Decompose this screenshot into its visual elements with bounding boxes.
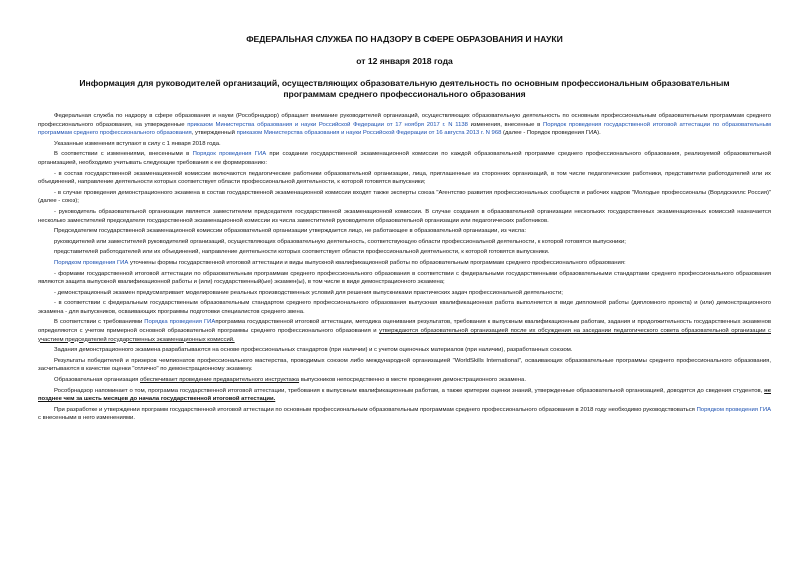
- order-1138-link[interactable]: приказом Министерства образования и науки Российской Федерации от 17 ноября 2017 г. N 1138: [187, 121, 468, 128]
- gia-procedure-link[interactable]: Порядок проведения ГИА: [192, 151, 267, 158]
- list-item: представителей работодателей или их объединений, направление деятельности которых соответствует области профессиональной деятельности, к которой готовятся выпускники.: [54, 249, 550, 256]
- list-item: - руководитель образовательной организации является заместителем председателя государственной экзаменационной комиссии. В случае создания в образовательной организации нескольких государственных экзаменационных комиссий назначается несколько заместителей председателя государственной экзаменационной комиссии из числа заместителей руководителя образовательной организации или педагогических работников.: [38, 208, 771, 224]
- underlined-text: обеспечивает проведение предварительного инструктажа: [140, 377, 300, 384]
- paragraph-chairman: Председателем государственной экзаменационной комиссии образовательной организации утверждается лицо, не работающее в образовательной организации, из числа:: [54, 228, 527, 235]
- gia-procedure-link[interactable]: Порядок проведения государственной итоговой аттестации по образовательным программам среднего профессионального образования: [38, 121, 771, 137]
- paragraph-program-requirements: В соответствии с требованиями Порядка проведения ГИАпрограмма государственной итоговой аттестации, методика оценивания результатов, требования к выпускным квалификационным работам, задания и продолжительность государственных экзаменов определяются с учетом примерной основной образовательной программы среднего профессионального образования и утверждаются образовательной организацией после их обсуждения на заседании педагогического совета образовательной организации с участием председателей государственных экзаменационных комиссий.: [38, 319, 771, 343]
- gia-procedure-link[interactable]: Порядком проведения ГИА: [54, 259, 129, 266]
- paragraph-commission-requirements: В соответствии с изменениями, внесенными в Порядок проведения ГИА при создании государственной экзаменационной комиссии по каждой образовательной программе среднего профессионального образования, реализуемой образовательной организацией, необходимо учитывать следующие требования к ее формированию:: [38, 151, 771, 166]
- paragraph-exam-tasks: Задания демонстрационного экзамена разрабатываются на основе профессиональных стандартов (при наличии) и с учетом оценочных материалов (при наличии), разработанных союзом.: [54, 347, 573, 354]
- document-title: Информация для руководителей организаций, осуществляющих образовательную деятельность по основным профессиональным образовательным программам среднего профессионального образования: [79, 78, 730, 99]
- underlined-text: утверждаются образовательной организацией после их обсуждения на заседании педагогического совета образовательной организации с участием председателей государственных экзаменационных комиссий.: [38, 328, 771, 343]
- paragraph-briefing: Образовательная организация обеспечивает проведение предварительного инструктажа выпускников непосредственно в месте проведения демонстрационного экзамена.: [54, 377, 526, 384]
- paragraph-effective-date: Указанные изменения вступают в силу с 1 января 2018 года.: [54, 140, 221, 147]
- order-968-link[interactable]: приказом Министерства образования и науки Российской Федерации от 16 августа 2013 г. N 968: [236, 130, 502, 137]
- paragraph-intro: Федеральная служба по надзору в сфере образования и науки (Рособрнадзор) обращает внимание руководителей организаций, осуществляющих образовательную деятельность по основным профессиональным образовательным программам среднего профессионального образования, на утвержденные приказом Министерства образования и науки Российской Федерации от 17 ноября 2017 г. N 1138 изменения, внесенные в Порядок проведения государственной итоговой аттестации по образовательным программам среднего профессионального образования, утвержденный приказом Министерства образования и науки Российской Федерации от 16 августа 2013 г. N 968 (далее - Порядок проведения ГИА).: [38, 113, 771, 137]
- list-item: - формами государственной итоговой аттестации по образовательным программам среднего профессионального образования в соответствии с федеральными государственными образовательными стандартами среднего профессионального образования являются защита выпускной квалификационной работы и (или) государственный(ые) экзамен(ы), в том числе в виде демонстрационного экзамена;: [38, 270, 771, 286]
- list-item: - в соответствии с федеральным государственным образовательным стандартом среднего профессионального образования выпускная квалификационная работа выполняется в виде дипломной работы (дипломного проекта) и (или) демонстрационного экзамена - для выпускников, осваивающих программы подготовки специалистов среднего звена.: [38, 300, 771, 315]
- document-date: от 12 января 2018 года: [356, 56, 453, 66]
- list-item: - в состав государственной экзаменационной комиссии включаются педагогические работники образовательной организации, лица, приглашенные из сторонних организаций, в том числе педагогические работники, представители работодателей или их объединений, направление деятельности которых соответствует области профессиональной деятельности, к которой готовятся выпускники;: [38, 170, 771, 186]
- list-item: - демонстрационный экзамен предусматривает моделирование реальных производственных условий для решения выпускниками практических задач профессиональной деятельности;: [54, 289, 563, 296]
- paragraph-reminder: Рособрнадзор напоминает о том, программа государственной итоговой аттестации, требования к выпускным квалификационным работам, а также критерии оценки знаний, утвержденные образовательной организацией, доводятся до сведения студентов, не позднее чем за шесть месяцев до начала государственной итоговой аттестации.: [38, 387, 771, 403]
- agency-heading: ФЕДЕРАЛЬНАЯ СЛУЖБА ПО НАДЗОРУ В СФЕРЕ ОБРАЗОВАНИЯ И НАУКИ: [246, 34, 563, 44]
- paragraph-worldskills: Результаты победителей и призеров чемпионатов профессионального мастерства, проводимых союзом либо международной организацией "WorldSkills International", осваивающих образовательные программы среднего профессионального образования, засчитываются в качестве оценки "отлично" по демонстрационному экзамену.: [38, 357, 771, 373]
- gia-procedure-link[interactable]: Порядком проведения ГИА: [696, 406, 771, 413]
- list-item: руководителей или заместителей руководителей организаций, осуществляющих образовательную деятельность, соответствующую области профессиональной деятельности, к которой готовятся выпускники;: [54, 238, 626, 245]
- gia-procedure-link[interactable]: Порядка проведения ГИА: [144, 319, 216, 326]
- list-item: - в случае проведения демонстрационного экзамена в состав государственной экзаменационной комиссии входят также эксперты союза "Агентство развития профессиональных сообществ и рабочих кадров "Молодые профессионалы (Ворлдскиллс Россия)" (далее - союз);: [38, 189, 771, 205]
- paragraph-forms: Порядком проведения ГИА уточнены формы государственной итоговой аттестации и виды выпускной квалификационной работы по образовательным программам среднего профессионального образования:: [54, 259, 626, 266]
- paragraph-conclusion: При разработке и утверждении программ государственной итоговой аттестации по основным профессиональным образовательным программам среднего профессионального образования в 2018 году необходимо руководствоваться Порядком проведения ГИА с внесенными в него изменениями.: [38, 406, 771, 422]
- underlined-text: не позднее чем за шесть месяцев до начала государственной итоговой аттестации.: [38, 387, 771, 403]
